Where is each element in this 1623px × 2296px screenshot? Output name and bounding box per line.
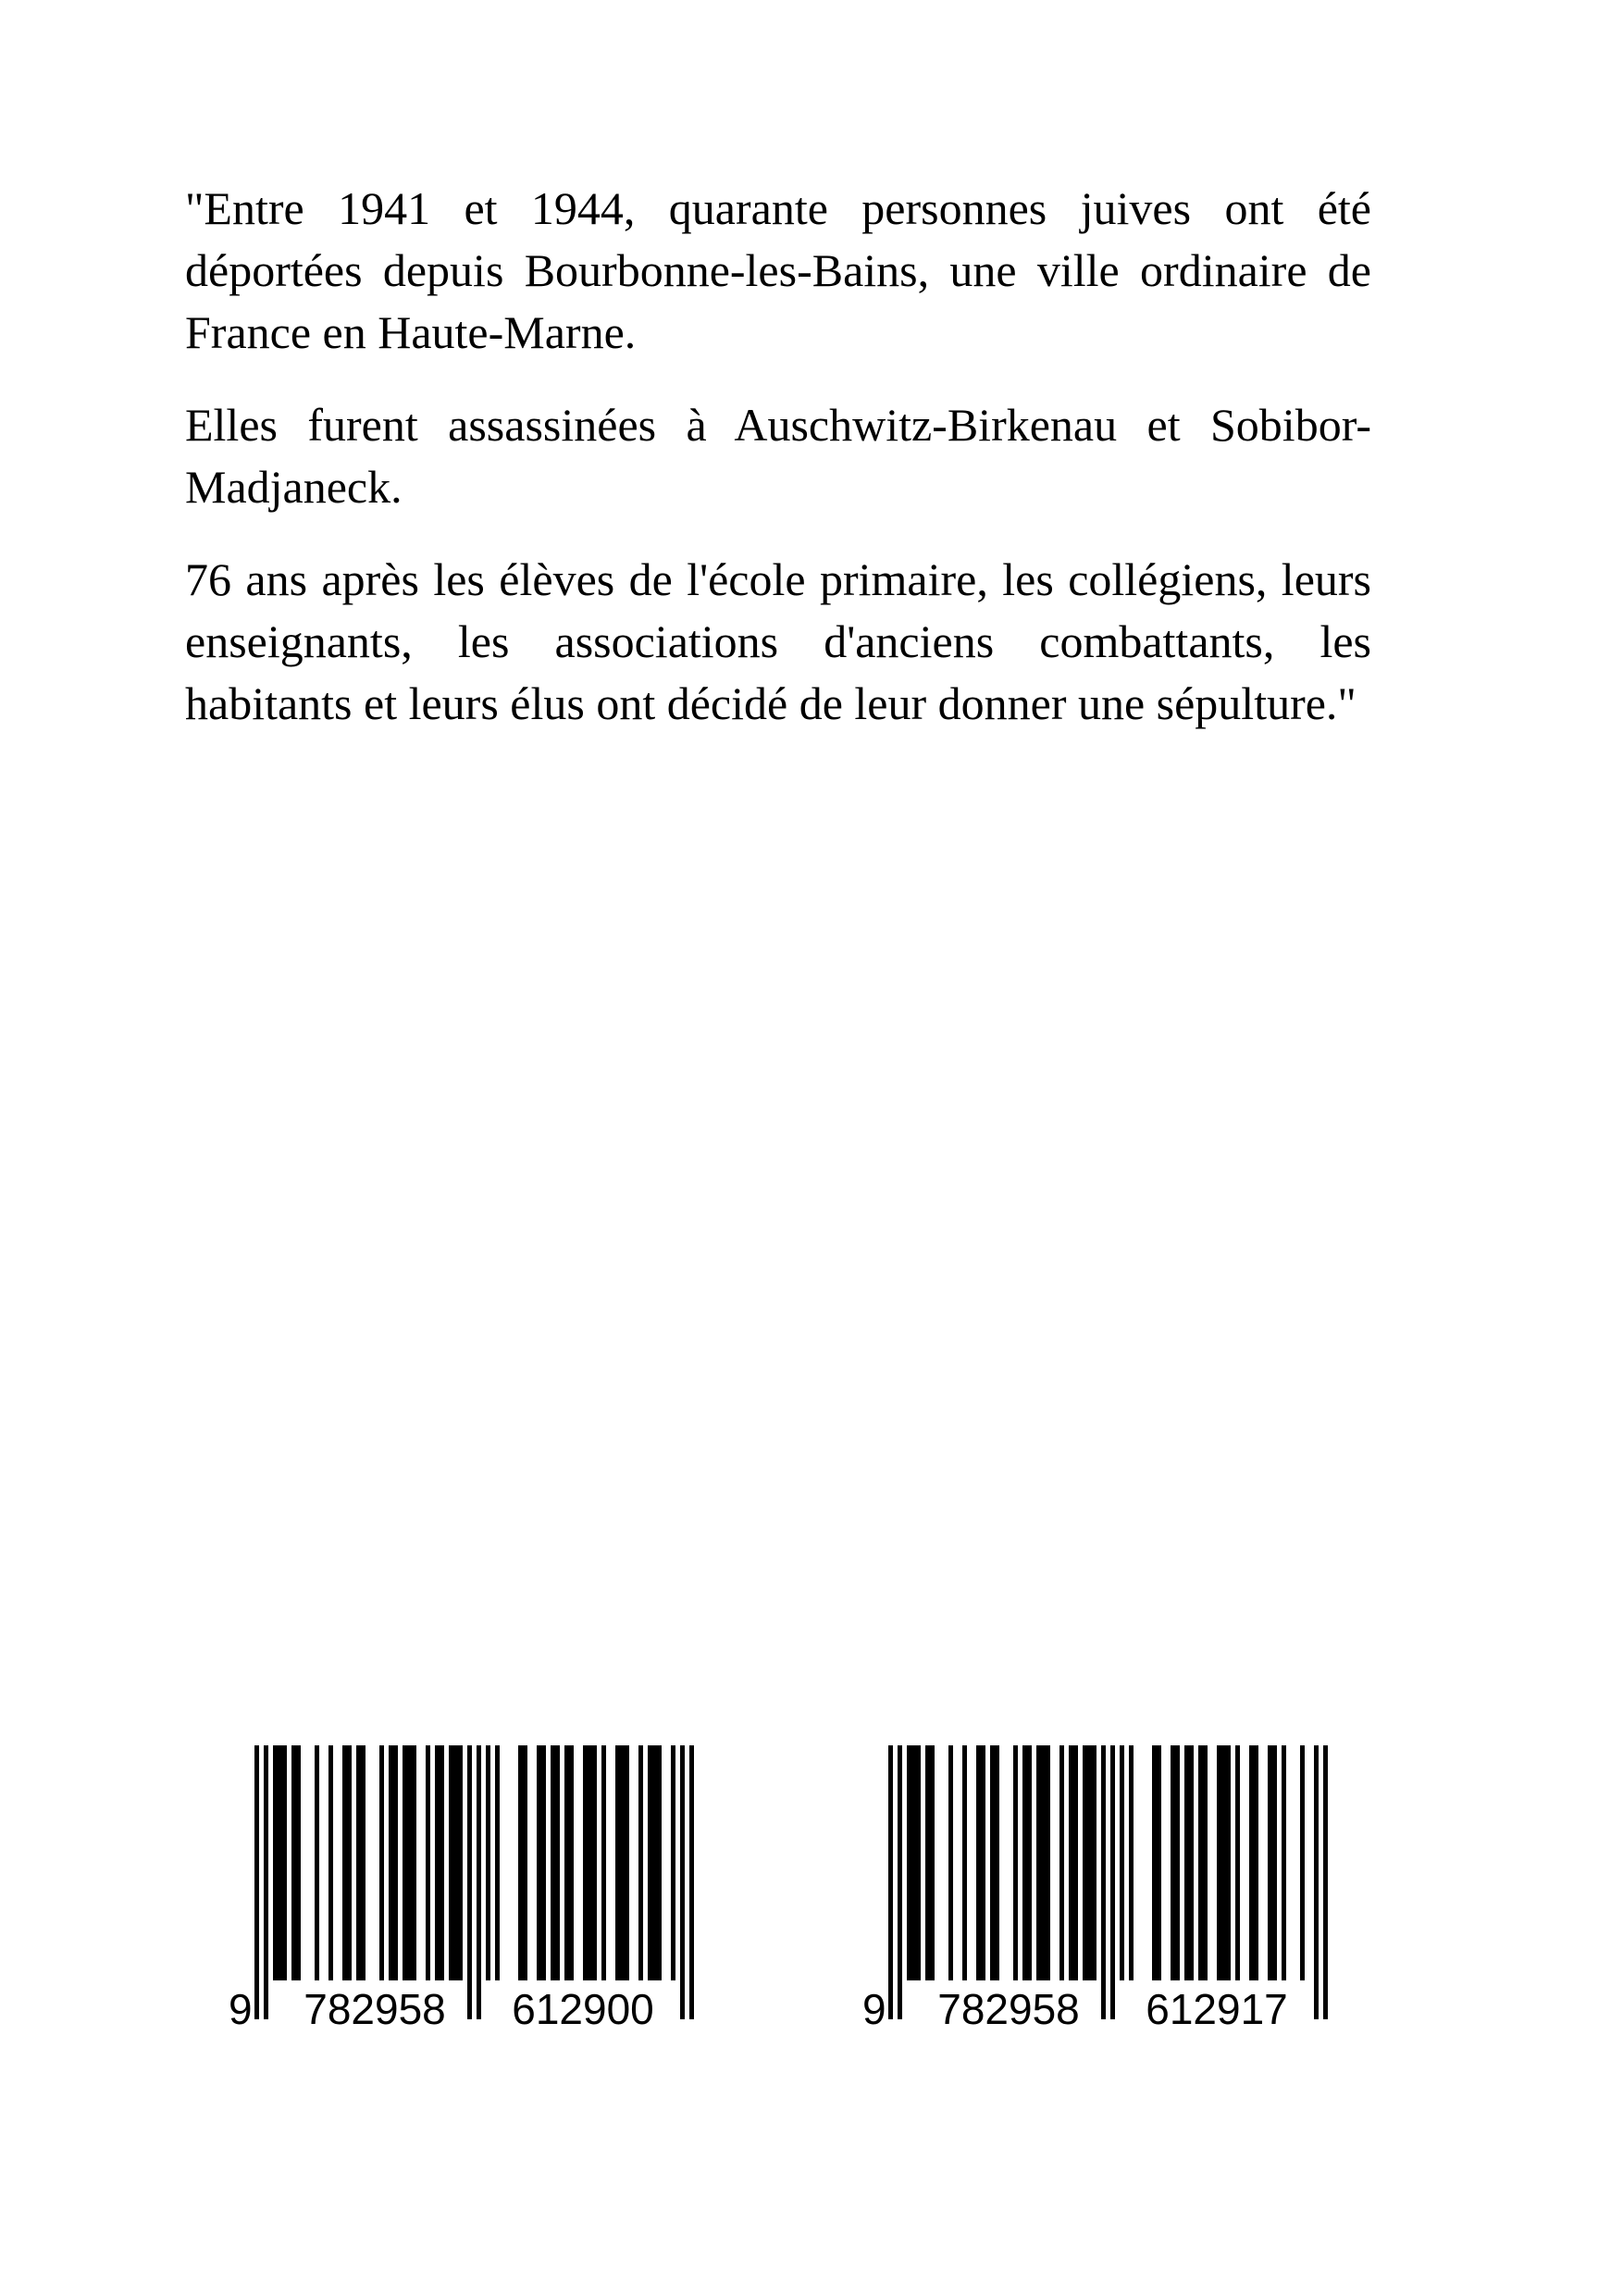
barcode-bar: [948, 1745, 953, 1980]
barcode-bar: [551, 1745, 560, 1980]
barcode-bar: [356, 1745, 365, 1980]
barcode-guard-bar: [689, 1745, 694, 2019]
barcode-bar: [1013, 1745, 1018, 1980]
barcode-guard-bar: [477, 1745, 481, 2019]
barcode-bar: [1120, 1745, 1124, 1980]
barcode-bar: [389, 1745, 398, 1980]
barcode-bar: [1036, 1745, 1050, 1980]
barcode-bar: [1022, 1745, 1032, 1980]
barcode-graphic: [861, 1742, 1351, 2033]
barcode-bar: [1129, 1745, 1134, 1980]
barcode-bar: [273, 1745, 287, 1980]
barcode-bar: [990, 1745, 999, 1980]
barcode-bar: [1235, 1745, 1240, 1980]
barcode-bar: [435, 1745, 444, 1980]
barcode-bar: [1069, 1745, 1078, 1980]
barcode-left-group: 782958: [937, 1985, 1080, 2033]
barcode-bars: [888, 1745, 1328, 2019]
barcode-guard-bar: [1314, 1745, 1319, 2019]
barcode-right-group: 612917: [1146, 1985, 1288, 2033]
barcode-bar: [1152, 1745, 1161, 1980]
barcode-bar: [328, 1745, 333, 1980]
barcode-bar: [486, 1745, 490, 1980]
barcode-guard-bar: [1323, 1745, 1328, 2019]
barcode-bar: [1217, 1745, 1231, 1980]
barcode-bar: [426, 1745, 430, 1980]
barcode-guard-bar: [1110, 1745, 1115, 2019]
barcode-bar: [1059, 1745, 1064, 1980]
barcode-bar: [962, 1745, 967, 1980]
barcode-lead-digit: 9: [229, 1985, 253, 2033]
barcode-bar: [1282, 1745, 1286, 1980]
barcode-bar: [518, 1745, 527, 1980]
quote-paragraph-3: 76 ans après les élèves de l'école primaire, les collégiens, leurs enseignants, les associations d'anciens combattants, les habitants et leurs élus ont décidé de leur donner une sépulture.": [185, 553, 1371, 729]
barcode-bar: [583, 1745, 597, 1980]
barcode-bar: [403, 1745, 416, 1980]
barcode-bar: [1184, 1745, 1194, 1980]
barcode-bar: [379, 1745, 384, 1980]
barcode-bar: [1198, 1745, 1208, 1980]
barcode-bar: [449, 1745, 463, 1980]
barcode-guard-bar: [264, 1745, 268, 2019]
barcode-bar: [495, 1745, 500, 1980]
quote-paragraph-1: "Entre 1941 et 1944, quarante personnes juives ont été déportées depuis Bourbonne-les-Bains, une ville ordinaire de France en Haute-Marne.: [185, 182, 1371, 358]
barcode-graphic: [227, 1742, 717, 2033]
isbn-barcode-1: [227, 1742, 717, 2033]
barcode-guard-bar: [254, 1745, 259, 2019]
barcode-bar: [648, 1745, 662, 1980]
barcode-bar: [1300, 1745, 1305, 1980]
barcode-bar: [638, 1745, 643, 1980]
barcode-bar: [537, 1745, 546, 1980]
barcode-bars: [254, 1745, 694, 2019]
barcode-bar: [976, 1745, 985, 1980]
barcode-bar: [291, 1745, 301, 1980]
barcode-bar: [315, 1745, 319, 1980]
back-cover-quote: [185, 178, 1371, 765]
barcode-bar: [1171, 1745, 1180, 1980]
barcode-guard-bar: [1101, 1745, 1106, 2019]
quote-paragraph-2: Elles furent assassinées à Auschwitz-Birkenau et Sobibor-Madjaneck.: [185, 399, 1371, 513]
barcode-bar: [1083, 1745, 1096, 1980]
barcode-guard-bar: [680, 1745, 685, 2019]
barcode-bar: [907, 1745, 921, 1980]
barcode-guard-bar: [467, 1745, 472, 2019]
barcode-guard-bar: [888, 1745, 893, 2019]
barcode-bar: [342, 1745, 352, 1980]
barcode-bar: [925, 1745, 935, 1980]
barcode-bar: [1268, 1745, 1277, 1980]
barcode-lead-digit: 9: [862, 1985, 886, 2033]
barcode-bar: [564, 1745, 574, 1980]
barcode-bar: [615, 1745, 629, 1980]
barcode-guard-bar: [898, 1745, 902, 2019]
barcode-bar: [601, 1745, 606, 1980]
barcode-left-group: 782958: [304, 1985, 446, 2033]
barcode-right-group: 612900: [512, 1985, 654, 2033]
barcode-bar: [1249, 1745, 1258, 1980]
barcode-bar: [671, 1745, 675, 1980]
isbn-barcode-2: [861, 1742, 1351, 2033]
